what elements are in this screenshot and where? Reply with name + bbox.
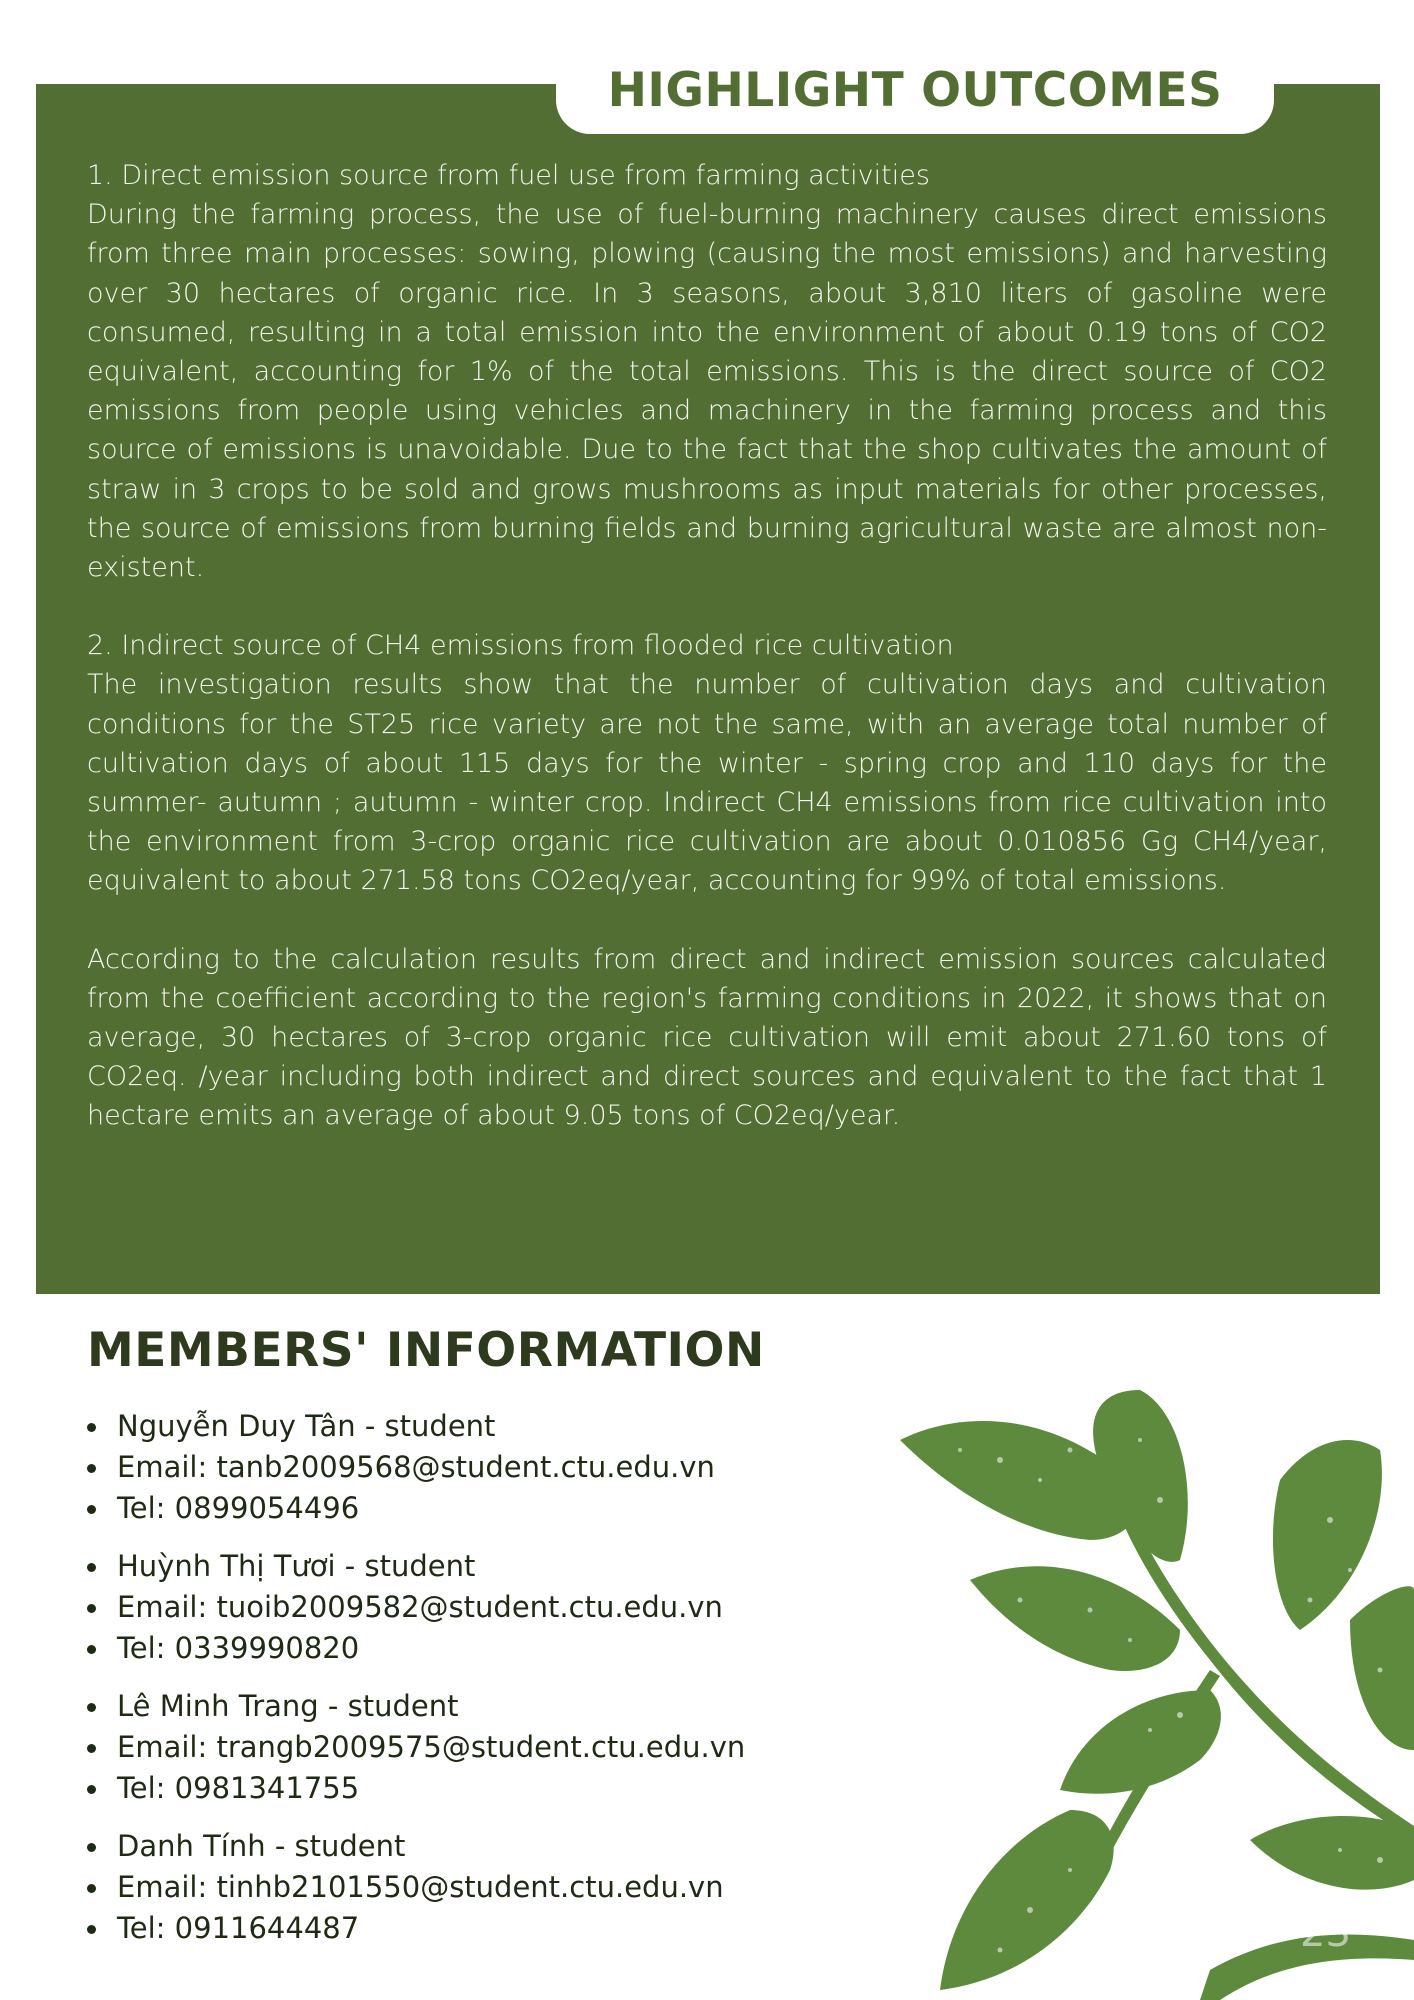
member-tel: Tel: 0339990820 <box>87 1628 887 1669</box>
member-tel: Tel: 0981341755 <box>87 1768 887 1809</box>
member-item <box>87 1826 887 1949</box>
section-heading: 2. Indirect source of CH4 emissions from flooded rice cultivation <box>87 630 954 662</box>
member-name: Danh Tính - student <box>87 1826 887 1867</box>
member-name: Huỳnh Thị Tươi - student <box>87 1546 887 1587</box>
member-item <box>87 1406 887 1529</box>
highlight-content <box>87 156 1327 1175</box>
section-body: According to the calculation results from direct and indirect emission sources calculated from the coefficient according to the region's farming conditions in 2022, it shows that on average, 30 hectares of 3-crop organic rice cultivation will emit about 271.60 tons of CO2eq. /year including both indirect and direct sources and equivalent to the fact that 1 hectare emits an average of about 9.05 tons of CO2eq/year. <box>87 943 1327 1132</box>
section-body: The investigation results show that the number of cultivation days and cultivation conditions for the ST25 rice variety are not the same, with an average total number of cultivation days of about 115 days for the winter - spring crop and 110 days for the summer- autumn ; autumn - winter crop. Indirect CH4 emissions from rice cultivation into the environment from 3-crop organic rice cultivation are about 0.010856 Gg CH4/year, equivalent to about 271.58 tons CO2eq/year, accounting for 99% of total emissions. <box>87 669 1327 897</box>
section-conclusion <box>87 940 1327 1136</box>
title-tab <box>556 46 1274 134</box>
member-list <box>87 1406 887 1966</box>
member-email: Email: tuoib2009582@student.ctu.edu.vn <box>87 1587 887 1628</box>
page-number: 23 <box>1300 1910 1351 1956</box>
leaf-branch-icon <box>880 1370 1414 2000</box>
member-tel: Tel: 0911644487 <box>87 1908 887 1949</box>
members-title: MEMBERS' INFORMATION <box>87 1323 765 1378</box>
member-email: Email: tinhb2101550@student.ctu.edu.vn <box>87 1867 887 1908</box>
section-indirect-emission <box>87 626 1327 900</box>
member-name: Nguyễn Duy Tân - student <box>87 1406 887 1447</box>
member-tel: Tel: 0899054496 <box>87 1488 887 1529</box>
member-email: Email: tanb2009568@student.ctu.edu.vn <box>87 1447 887 1488</box>
page-title: HIGHLIGHT OUTCOMES <box>607 62 1223 118</box>
member-item <box>87 1546 887 1669</box>
member-email: Email: trangb2009575@student.ctu.edu.vn <box>87 1727 887 1768</box>
member-item <box>87 1686 887 1809</box>
member-name: Lê Minh Trang - student <box>87 1686 887 1727</box>
section-heading: 1. Direct emission source from fuel use from farming activities <box>87 160 930 191</box>
section-body: During the farming process, the use of fuel-burning machinery causes direct emissions from three main processes: sowing, plowing (causing the most emissions) and harvesting over 30 hectares of organic rice. In 3 seasons, about 3,810 liters of gasoline were consumed, resulting in a total emission into the environment of about 0.19 tons of CO2 equivalent, accounting for 1% of the total emissions. This is the direct source of CO2 emissions from people using vehicles and machinery in the farming process and this source of emissions is unavoidable. Due to the fact that the shop cultivates the amount of straw in 3 crops to be sold and grows mushrooms as input materials for other processes, the source of emissions from burning fields and burning agricultural waste are almost non-existent. <box>87 199 1327 584</box>
section-direct-emission <box>87 156 1327 587</box>
